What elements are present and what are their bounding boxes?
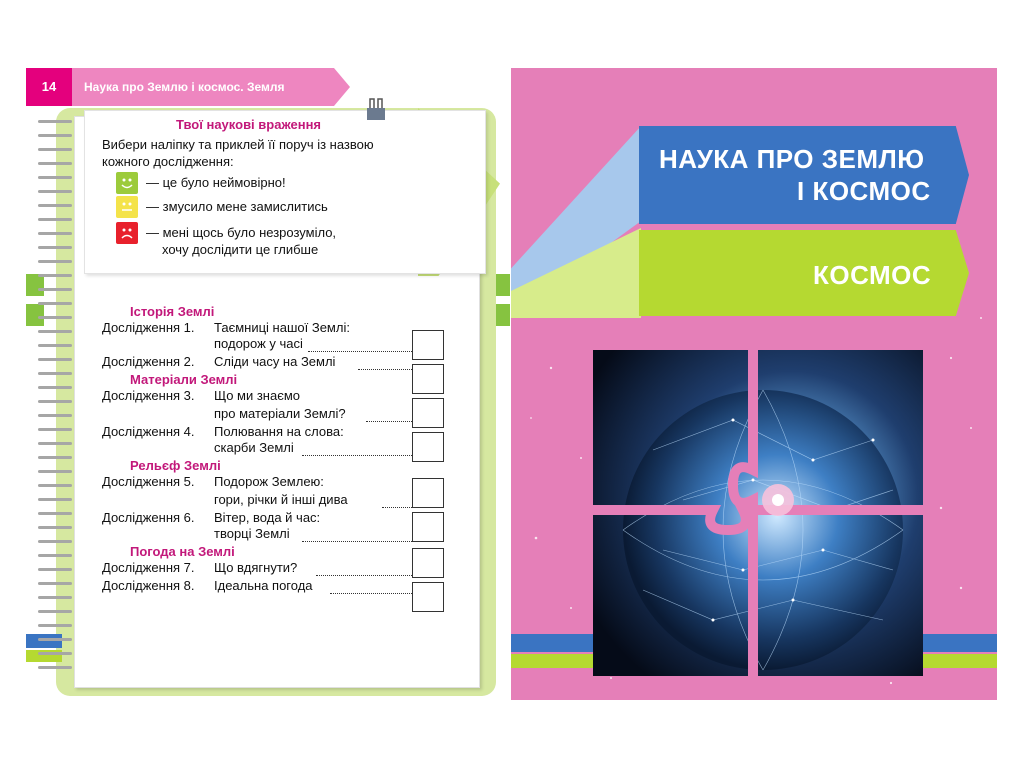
spiral-coil [38, 120, 72, 123]
research-label: Дослідження 8. [102, 578, 195, 593]
section-title: Погода на Землі [130, 544, 235, 559]
smile-icon [116, 172, 138, 194]
research-title: Вітер, вода й час: [214, 510, 321, 525]
sticker-box[interactable] [412, 432, 444, 462]
spiral-coil [38, 456, 72, 459]
page-header-title: Наука про Землю і космос. Земля [84, 80, 285, 94]
spiral-coil [38, 330, 72, 333]
research-title: Подорож Землею: [214, 474, 324, 489]
spiral-coil [38, 512, 72, 515]
binder-clip-icon [364, 96, 388, 126]
spiral-coil [38, 624, 72, 627]
research-title: Що ми знаємо [214, 388, 301, 403]
dotted-leader [308, 349, 412, 352]
spiral-coil [38, 302, 72, 305]
spiral-coil [38, 610, 72, 613]
spiral-coil [38, 204, 72, 207]
spiral-coil [38, 414, 72, 417]
spiral-coil [38, 470, 72, 473]
spiral-coil [38, 540, 72, 543]
right-page [511, 68, 997, 700]
research-title: скарби Землі [214, 440, 294, 455]
impressions-instruction: Вибери наліпку та приклей її поруч із назвою кожного дослідження: [102, 137, 374, 169]
spiral-coil [38, 582, 72, 585]
dotted-leader [316, 573, 412, 576]
spiral-coil [38, 596, 72, 599]
notebook-tab [496, 274, 510, 296]
notebook-tab [496, 304, 510, 326]
spiral-coil [38, 400, 72, 403]
spiral-coil [38, 358, 72, 361]
research-title: творці Землі [214, 526, 290, 541]
spiral-coil [38, 148, 72, 151]
spiral-coil [38, 190, 72, 193]
dotted-leader [366, 419, 412, 422]
spiral-coil [38, 288, 72, 291]
sticker-box[interactable] [412, 330, 444, 360]
spiral-coil [38, 652, 72, 655]
research-title: Ідеальна погода [214, 578, 313, 593]
legend-text: хочу дослідити це глибше [162, 242, 319, 257]
section-title: Матеріали Землі [130, 372, 238, 387]
spiral-coil [38, 134, 72, 137]
spiral-coil [38, 218, 72, 221]
research-label: Дослідження 2. [102, 354, 195, 369]
sticker-box[interactable] [412, 512, 444, 542]
research-title: Таємниці нашої Землі: [214, 320, 350, 335]
page-header-bar [26, 68, 334, 106]
spiral-coil [38, 316, 72, 319]
research-label: Дослідження 3. [102, 388, 195, 403]
notebook-spiral-binding [38, 120, 72, 680]
earth-puzzle-illustration [593, 350, 923, 676]
neutral-face-icon [116, 196, 138, 218]
title-banner [639, 126, 969, 224]
research-label: Дослідження 4. [102, 424, 195, 439]
research-label: Дослідження 5. [102, 474, 195, 489]
banner-title-line2: І КОСМОС [797, 176, 931, 206]
sticker-box[interactable] [412, 364, 444, 394]
spiral-coil [38, 666, 72, 669]
dotted-leader [358, 367, 412, 370]
spiral-coil [38, 498, 72, 501]
spiral-coil [38, 246, 72, 249]
left-page [26, 68, 496, 700]
research-label: Дослідження 6. [102, 510, 195, 525]
spiral-coil [38, 372, 72, 375]
sticker-box[interactable] [412, 548, 444, 578]
spiral-coil [38, 484, 72, 487]
spiral-coil [38, 442, 72, 445]
research-label: Дослідження 1. [102, 320, 195, 335]
sticker-box[interactable] [412, 398, 444, 428]
legend-text: — мені щось було незрозуміло, [146, 225, 337, 240]
spiral-coil [38, 554, 72, 557]
research-title: Сліди часу на Землі [214, 354, 336, 369]
sad-face-icon [116, 222, 138, 244]
section-title: Історія Землі [130, 304, 215, 319]
spiral-coil [38, 274, 72, 277]
banner-subtitle: КОСМОС [813, 260, 932, 290]
legend-text: — змусило мене замислитись [146, 199, 328, 214]
spiral-coil [38, 568, 72, 571]
spiral-coil [38, 232, 72, 235]
sticker-box[interactable] [412, 478, 444, 508]
sticker-box[interactable] [412, 582, 444, 612]
page-number: 14 [26, 68, 72, 106]
research-title: про матеріали Землі? [214, 406, 346, 421]
dotted-leader [330, 591, 412, 594]
legend-text: — це було неймовірно! [146, 175, 286, 190]
spiral-coil [38, 386, 72, 389]
spiral-coil [38, 344, 72, 347]
section-title: Рельєф Землі [130, 458, 221, 473]
spiral-coil [38, 638, 72, 641]
dotted-leader [302, 539, 412, 542]
research-title: подорож у часі [214, 336, 303, 351]
research-title: гори, річки й інші дива [214, 492, 348, 507]
spiral-coil [38, 526, 72, 529]
spiral-coil [38, 162, 72, 165]
research-title: Полювання на слова: [214, 424, 344, 439]
spiral-coil [38, 260, 72, 263]
dotted-leader [302, 453, 412, 456]
research-title: Що вдягнути? [214, 560, 298, 575]
research-label: Дослідження 7. [102, 560, 195, 575]
impressions-title: Твої наукові враження [176, 117, 322, 132]
spiral-coil [38, 176, 72, 179]
spiral-coil [38, 428, 72, 431]
dotted-leader [382, 505, 412, 508]
banner-title-line1: НАУКА ПРО ЗЕМЛЮ [659, 144, 925, 174]
